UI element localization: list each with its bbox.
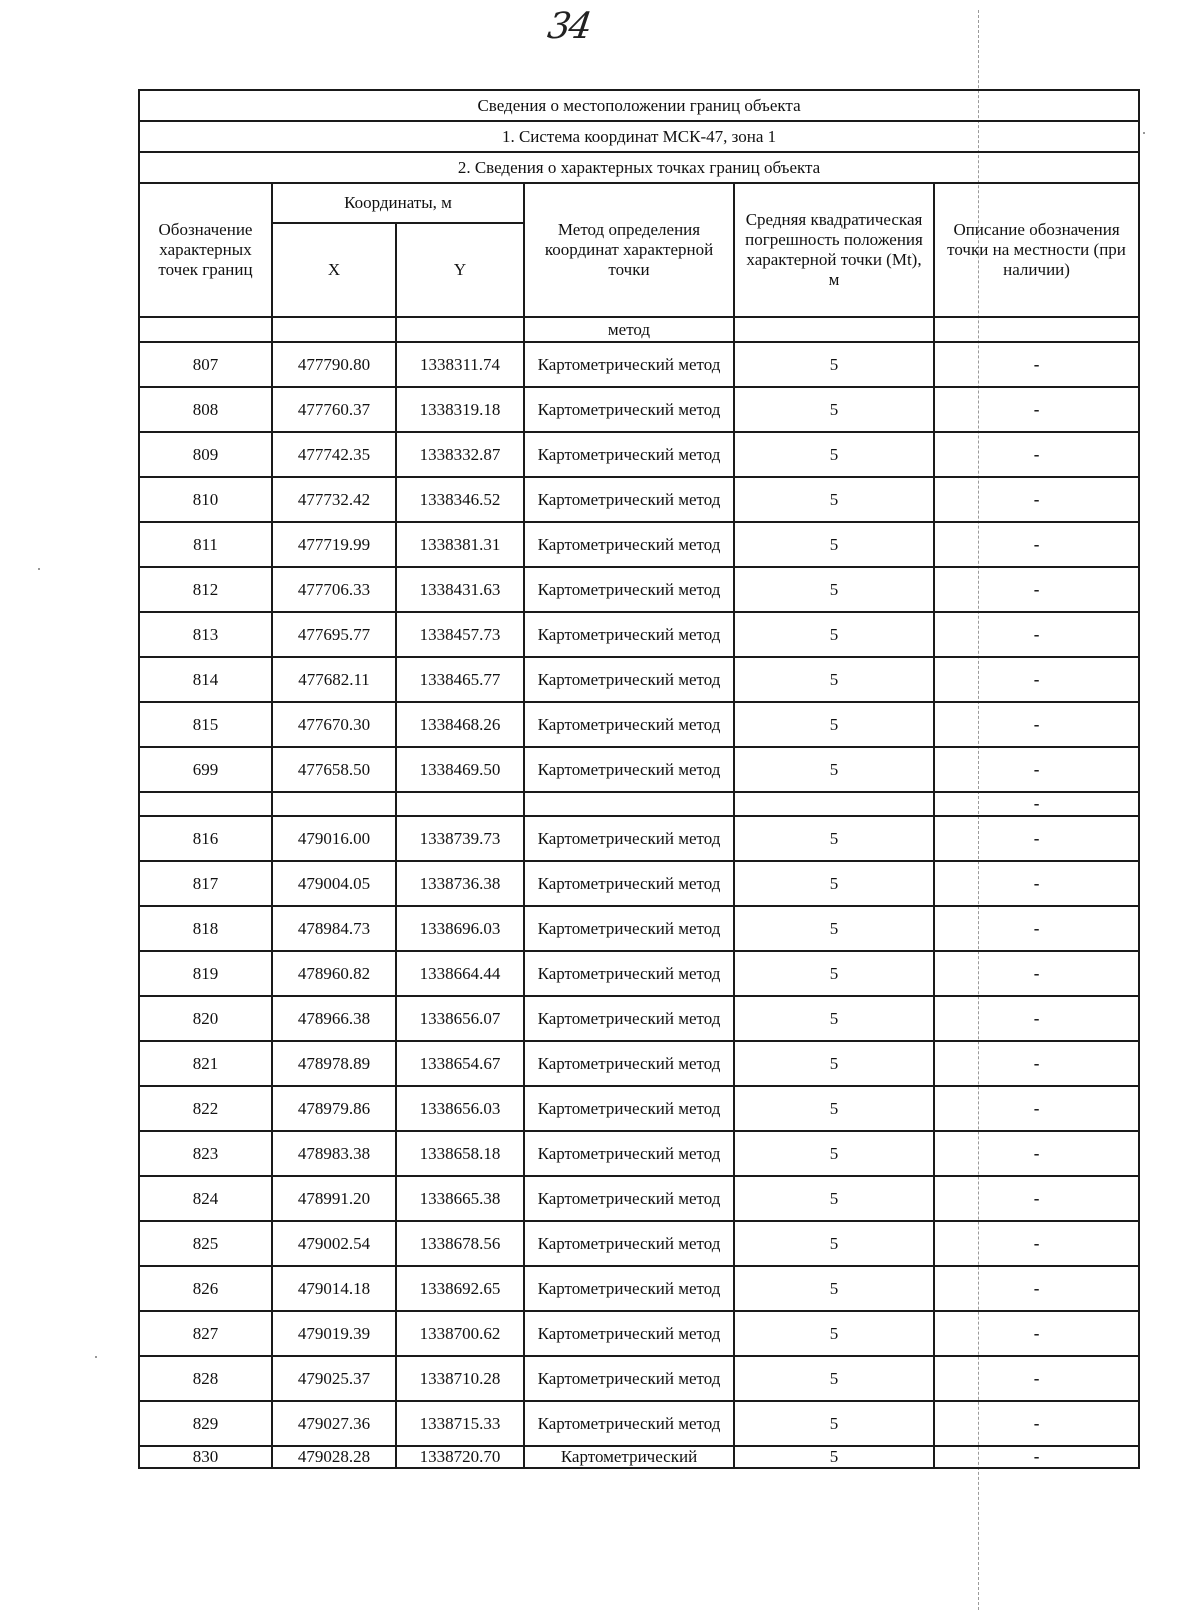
table-row: [139, 612, 1139, 657]
method-cell: Картометрический метод: [524, 951, 734, 996]
x-coordinate-cell: 478991.20: [272, 1176, 396, 1221]
method-cell: Картометрический метод: [524, 816, 734, 861]
description-cell: -: [934, 861, 1139, 906]
y-coordinate-cell: 1338696.03: [396, 906, 524, 951]
y-coordinate-cell: 1338656.07: [396, 996, 524, 1041]
continued-error-cell: [734, 317, 934, 342]
description-cell: -: [934, 1176, 1139, 1221]
x-coordinate-cell: 477670.30: [272, 702, 396, 747]
description-cell: -: [934, 477, 1139, 522]
y-coordinate-cell: 1338468.26: [396, 702, 524, 747]
separator-y-cell: [396, 792, 524, 816]
y-coordinate-cell: 1338658.18: [396, 1131, 524, 1176]
description-cell: -: [934, 1401, 1139, 1446]
x-coordinate-cell: 479019.39: [272, 1311, 396, 1356]
point-number-cell: 699: [139, 747, 272, 792]
x-coordinate-cell: 479002.54: [272, 1221, 396, 1266]
point-number-cell: 817: [139, 861, 272, 906]
description-cell: -: [934, 1131, 1139, 1176]
x-coordinate-cell: 478978.89: [272, 1041, 396, 1086]
table-row: [139, 1311, 1139, 1356]
x-coordinate-cell: 477742.35: [272, 432, 396, 477]
table-row: [139, 1221, 1139, 1266]
point-number-cell: 813: [139, 612, 272, 657]
x-coordinate-cell: 478983.38: [272, 1131, 396, 1176]
y-coordinate-cell: 1338700.62: [396, 1311, 524, 1356]
separator-point-cell: [139, 792, 272, 816]
y-coordinate-cell: 1338739.73: [396, 816, 524, 861]
table-row: [139, 816, 1139, 861]
header-y: Y: [396, 223, 524, 317]
table-row: [139, 1086, 1139, 1131]
scan-speck: [95, 1356, 97, 1358]
table-row: [139, 1266, 1139, 1311]
y-coordinate-cell: 1338678.56: [396, 1221, 524, 1266]
y-coordinate-cell: 1338715.33: [396, 1401, 524, 1446]
point-number-cell: 821: [139, 1041, 272, 1086]
description-cell: -: [934, 996, 1139, 1041]
error-cell: 5: [734, 1311, 934, 1356]
separator-error-cell: [734, 792, 934, 816]
header-error: Средняя квадратическая погрешность положения характерной точки (Mt), м: [734, 183, 934, 317]
scan-speck: [38, 568, 40, 570]
continued-method-cell: метод: [524, 317, 734, 342]
x-coordinate-cell: 478960.82: [272, 951, 396, 996]
boundary-points-table: [138, 89, 1140, 1469]
header-x: X: [272, 223, 396, 317]
point-number-cell: 818: [139, 906, 272, 951]
method-cell: Картометрический метод: [524, 861, 734, 906]
description-cell: -: [934, 1221, 1139, 1266]
x-coordinate-cell: 478984.73: [272, 906, 396, 951]
point-number-cell: 808: [139, 387, 272, 432]
point-number-cell: 811: [139, 522, 272, 567]
continued-point-cell: [139, 317, 272, 342]
description-cell: -: [934, 567, 1139, 612]
error-cell: 5: [734, 1086, 934, 1131]
error-cell: 5: [734, 387, 934, 432]
error-cell: 5: [734, 477, 934, 522]
table-title: Сведения о местоположении границ объекта: [139, 90, 1139, 121]
error-cell: 5: [734, 747, 934, 792]
method-cell: Картометрический метод: [524, 1131, 734, 1176]
point-number-cell: 816: [139, 816, 272, 861]
page-number: 34: [545, 6, 593, 47]
table-row: [139, 522, 1139, 567]
error-cell: 5: [734, 612, 934, 657]
table-row: [139, 432, 1139, 477]
y-coordinate-cell: 1338431.63: [396, 567, 524, 612]
separator-method-cell: [524, 792, 734, 816]
method-cell: Картометрический метод: [524, 1266, 734, 1311]
y-coordinate-cell: 1338664.44: [396, 951, 524, 996]
header-description: Описание обозначения точки на местности (при наличии): [934, 183, 1139, 317]
table-row: [139, 996, 1139, 1041]
x-coordinate-cell: 478966.38: [272, 996, 396, 1041]
x-coordinate-cell: 479016.00: [272, 816, 396, 861]
error-cell: 5: [734, 657, 934, 702]
error-cell: 5: [734, 1176, 934, 1221]
y-coordinate-cell: 1338332.87: [396, 432, 524, 477]
table-row: [139, 387, 1139, 432]
point-number-cell: 815: [139, 702, 272, 747]
method-cell: Картометрический метод: [524, 1356, 734, 1401]
point-number-cell: 827: [139, 1311, 272, 1356]
description-cell: -: [934, 906, 1139, 951]
description-cell: -: [934, 1446, 1139, 1468]
point-number-cell: 809: [139, 432, 272, 477]
x-coordinate-cell: 477719.99: [272, 522, 396, 567]
method-cell: Картометрический метод: [524, 1086, 734, 1131]
table-row: [139, 1356, 1139, 1401]
x-coordinate-cell: 477706.33: [272, 567, 396, 612]
point-number-cell: 822: [139, 1086, 272, 1131]
y-coordinate-cell: 1338469.50: [396, 747, 524, 792]
point-number-cell: 823: [139, 1131, 272, 1176]
continued-row: [139, 317, 1139, 342]
table-row: [139, 342, 1139, 387]
method-cell: Картометрический метод: [524, 477, 734, 522]
point-number-cell: 825: [139, 1221, 272, 1266]
table-row: [139, 1446, 1139, 1468]
table-row: [139, 1131, 1139, 1176]
table-row: [139, 477, 1139, 522]
method-cell: Картометрический метод: [524, 1311, 734, 1356]
method-cell: Картометрический метод: [524, 906, 734, 951]
error-cell: 5: [734, 567, 934, 612]
description-cell: -: [934, 951, 1139, 996]
method-cell: Картометрический метод: [524, 702, 734, 747]
table-separator-row: [139, 792, 1139, 816]
method-cell: Картометрический метод: [524, 342, 734, 387]
continued-description-cell: [934, 317, 1139, 342]
error-cell: 5: [734, 1401, 934, 1446]
point-number-cell: 824: [139, 1176, 272, 1221]
x-coordinate-cell: 477760.37: [272, 387, 396, 432]
description-cell: -: [934, 1356, 1139, 1401]
y-coordinate-cell: 1338710.28: [396, 1356, 524, 1401]
x-coordinate-cell: 478979.86: [272, 1086, 396, 1131]
y-coordinate-cell: 1338692.65: [396, 1266, 524, 1311]
method-cell: Картометрический метод: [524, 1176, 734, 1221]
table-row: [139, 657, 1139, 702]
description-cell: -: [934, 816, 1139, 861]
table-row: [139, 702, 1139, 747]
y-coordinate-cell: 1338457.73: [396, 612, 524, 657]
error-cell: 5: [734, 951, 934, 996]
description-cell: -: [934, 1041, 1139, 1086]
description-cell: -: [934, 1311, 1139, 1356]
method-cell: Картометрический: [524, 1446, 734, 1468]
description-cell: -: [934, 1266, 1139, 1311]
point-number-cell: 826: [139, 1266, 272, 1311]
description-cell: -: [934, 747, 1139, 792]
error-cell: 5: [734, 1446, 934, 1468]
x-coordinate-cell: 479004.05: [272, 861, 396, 906]
continued-x-cell: [272, 317, 396, 342]
continued-y-cell: [396, 317, 524, 342]
y-coordinate-cell: 1338319.18: [396, 387, 524, 432]
method-cell: Картометрический метод: [524, 1221, 734, 1266]
description-cell: -: [934, 432, 1139, 477]
error-cell: 5: [734, 861, 934, 906]
point-number-cell: 814: [139, 657, 272, 702]
point-number-cell: 829: [139, 1401, 272, 1446]
x-coordinate-cell: 477658.50: [272, 747, 396, 792]
y-coordinate-cell: 1338720.70: [396, 1446, 524, 1468]
point-number-cell: 807: [139, 342, 272, 387]
table-row: [139, 747, 1139, 792]
header-coordinates: Координаты, м: [272, 183, 524, 223]
x-coordinate-cell: 479027.36: [272, 1401, 396, 1446]
x-coordinate-cell: 479014.18: [272, 1266, 396, 1311]
y-coordinate-cell: 1338736.38: [396, 861, 524, 906]
error-cell: 5: [734, 1131, 934, 1176]
table-row: [139, 1401, 1139, 1446]
y-coordinate-cell: 1338665.38: [396, 1176, 524, 1221]
error-cell: 5: [734, 342, 934, 387]
error-cell: 5: [734, 522, 934, 567]
error-cell: 5: [734, 816, 934, 861]
x-coordinate-cell: 477790.80: [272, 342, 396, 387]
x-coordinate-cell: 477732.42: [272, 477, 396, 522]
y-coordinate-cell: 1338381.31: [396, 522, 524, 567]
table-row: [139, 567, 1139, 612]
error-cell: 5: [734, 702, 934, 747]
x-coordinate-cell: 479028.28: [272, 1446, 396, 1468]
method-cell: Картометрический метод: [524, 612, 734, 657]
y-coordinate-cell: 1338311.74: [396, 342, 524, 387]
description-cell: -: [934, 1086, 1139, 1131]
method-cell: Картометрический метод: [524, 1401, 734, 1446]
table-row: [139, 951, 1139, 996]
error-cell: 5: [734, 432, 934, 477]
y-coordinate-cell: 1338346.52: [396, 477, 524, 522]
method-cell: Картометрический метод: [524, 996, 734, 1041]
point-number-cell: 830: [139, 1446, 272, 1468]
error-cell: 5: [734, 1221, 934, 1266]
point-number-cell: 828: [139, 1356, 272, 1401]
table-row: [139, 1041, 1139, 1086]
y-coordinate-cell: 1338465.77: [396, 657, 524, 702]
y-coordinate-cell: 1338654.67: [396, 1041, 524, 1086]
description-cell: -: [934, 342, 1139, 387]
error-cell: 5: [734, 1041, 934, 1086]
description-cell: -: [934, 522, 1139, 567]
header-designation: Обозначение характерных точек границ: [139, 183, 272, 317]
x-coordinate-cell: 479025.37: [272, 1356, 396, 1401]
method-cell: Картометрический метод: [524, 747, 734, 792]
method-cell: Картометрический метод: [524, 657, 734, 702]
coordinate-system-line: 1. Система координат МСК-47, зона 1: [139, 121, 1139, 152]
method-cell: Картометрический метод: [524, 1041, 734, 1086]
table-row: [139, 906, 1139, 951]
method-cell: Картометрический метод: [524, 522, 734, 567]
table-row: [139, 861, 1139, 906]
points-section-line: 2. Сведения о характерных точках границ объекта: [139, 152, 1139, 183]
x-coordinate-cell: 477682.11: [272, 657, 396, 702]
y-coordinate-cell: 1338656.03: [396, 1086, 524, 1131]
description-cell: -: [934, 387, 1139, 432]
point-number-cell: 819: [139, 951, 272, 996]
method-cell: Картометрический метод: [524, 567, 734, 612]
point-number-cell: 820: [139, 996, 272, 1041]
point-number-cell: 810: [139, 477, 272, 522]
header-method: Метод определения координат характерной точки: [524, 183, 734, 317]
scan-speck: [1143, 132, 1145, 134]
point-number-cell: 812: [139, 567, 272, 612]
error-cell: 5: [734, 1356, 934, 1401]
method-cell: Картометрический метод: [524, 387, 734, 432]
description-cell: -: [934, 702, 1139, 747]
separator-x-cell: [272, 792, 396, 816]
error-cell: 5: [734, 996, 934, 1041]
x-coordinate-cell: 477695.77: [272, 612, 396, 657]
description-cell: -: [934, 612, 1139, 657]
separator-description-cell: -: [934, 792, 1139, 816]
description-cell: -: [934, 657, 1139, 702]
error-cell: 5: [734, 906, 934, 951]
table-row: [139, 1176, 1139, 1221]
method-cell: Картометрический метод: [524, 432, 734, 477]
error-cell: 5: [734, 1266, 934, 1311]
